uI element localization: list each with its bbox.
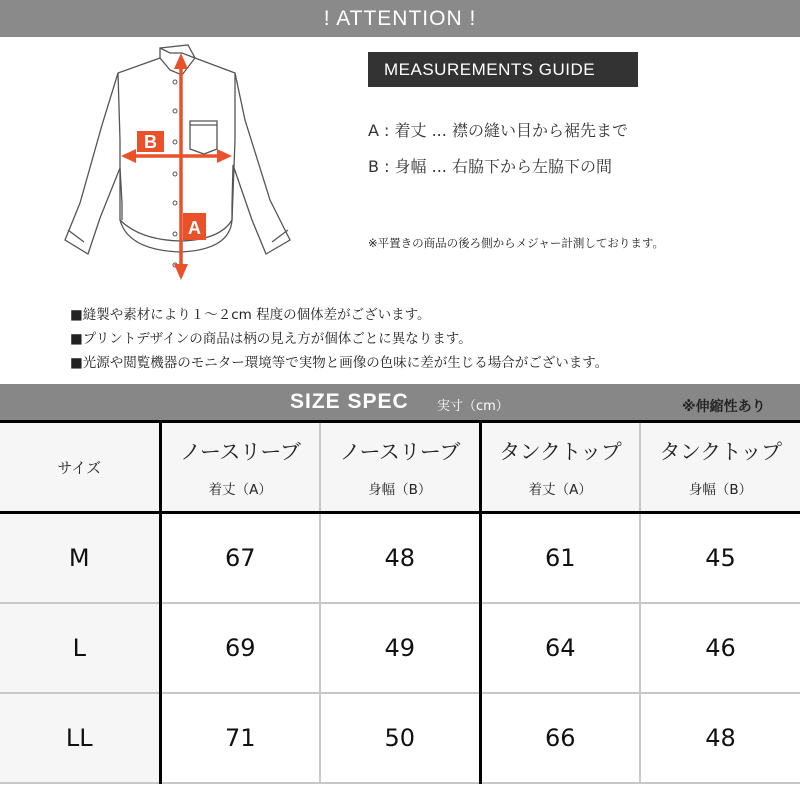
size-spec-table bbox=[0, 420, 800, 784]
value-cell: 69 bbox=[160, 603, 320, 693]
value-cell: 50 bbox=[320, 693, 480, 783]
column-header-sub: 着丈（A） bbox=[528, 482, 592, 498]
column-header-sub: 身幅（B） bbox=[368, 482, 432, 498]
table-row bbox=[0, 693, 800, 783]
value-cell: 71 bbox=[160, 693, 320, 783]
notice-item: ■光源や閲覧機器のモニター環境等で実物と画像の色味に差が生じる場合がございます。 bbox=[70, 355, 609, 371]
column-header bbox=[640, 422, 800, 513]
size-spec-unit: 実寸（cm） bbox=[437, 399, 509, 414]
size-cell: M bbox=[0, 513, 160, 603]
attention-banner bbox=[0, 0, 800, 37]
column-header-name: ノースリーブ bbox=[180, 440, 301, 464]
column-header bbox=[160, 422, 320, 513]
notice-item: ■縫製や素材により１～２cm 程度の個体差がございます。 bbox=[70, 307, 431, 323]
value-cell: 45 bbox=[705, 543, 736, 572]
value-cell: 46 bbox=[705, 633, 736, 662]
value-cell: 48 bbox=[320, 513, 480, 603]
label-b: B bbox=[144, 132, 157, 152]
column-header-name: タンクトップ bbox=[659, 440, 782, 464]
measurements-guide-badge bbox=[368, 52, 638, 87]
stretch-note: ※伸縮性あり bbox=[682, 399, 766, 415]
column-header-sub: 着丈（A） bbox=[208, 482, 272, 498]
table-header-row bbox=[0, 422, 800, 513]
guide-line-b: B : 身幅 ... 右脇下から左脇下の間 bbox=[368, 157, 612, 176]
column-header-name: ノースリーブ bbox=[339, 440, 460, 464]
value-cell: 67 bbox=[160, 513, 320, 603]
value-cell: 61 bbox=[480, 513, 640, 603]
value-cell: 66 bbox=[480, 693, 640, 783]
column-header bbox=[320, 422, 480, 513]
size-column-header: サイズ bbox=[0, 422, 160, 513]
size-cell: LL bbox=[0, 693, 160, 783]
label-a: A bbox=[188, 218, 201, 238]
value-cell: 64 bbox=[480, 603, 640, 693]
value-cell: 48 bbox=[705, 723, 736, 752]
size-cell: L bbox=[0, 603, 160, 693]
column-header-sub: 身幅（B） bbox=[688, 482, 753, 498]
size-spec-title: SIZE SPEC bbox=[290, 390, 409, 413]
shirt-outline-icon bbox=[65, 45, 290, 254]
column-header bbox=[480, 422, 640, 513]
button-icons bbox=[173, 80, 177, 267]
guide-badge-label: MEASUREMENTS GUIDE bbox=[384, 60, 596, 79]
guide-note: ※平置きの商品の後ろ側からメジャー計測しております。 bbox=[368, 236, 664, 250]
table-row bbox=[0, 603, 800, 693]
size-spec-banner bbox=[0, 384, 800, 421]
table-row bbox=[0, 513, 800, 603]
guide-line-a: A : 着丈 ... 襟の縫い目から裾先まで bbox=[368, 121, 628, 140]
column-header-name: タンクトップ bbox=[499, 440, 622, 464]
value-cell: 49 bbox=[320, 603, 480, 693]
shirt-measurement-diagram bbox=[40, 40, 320, 290]
measurement-arrows-icon bbox=[121, 53, 232, 280]
notices-list bbox=[70, 303, 608, 375]
attention-title: ! ATTENTION ! bbox=[323, 7, 477, 30]
notice-item: ■プリントデザインの商品は柄の見え方が個体ごとに異なります。 bbox=[70, 331, 472, 347]
